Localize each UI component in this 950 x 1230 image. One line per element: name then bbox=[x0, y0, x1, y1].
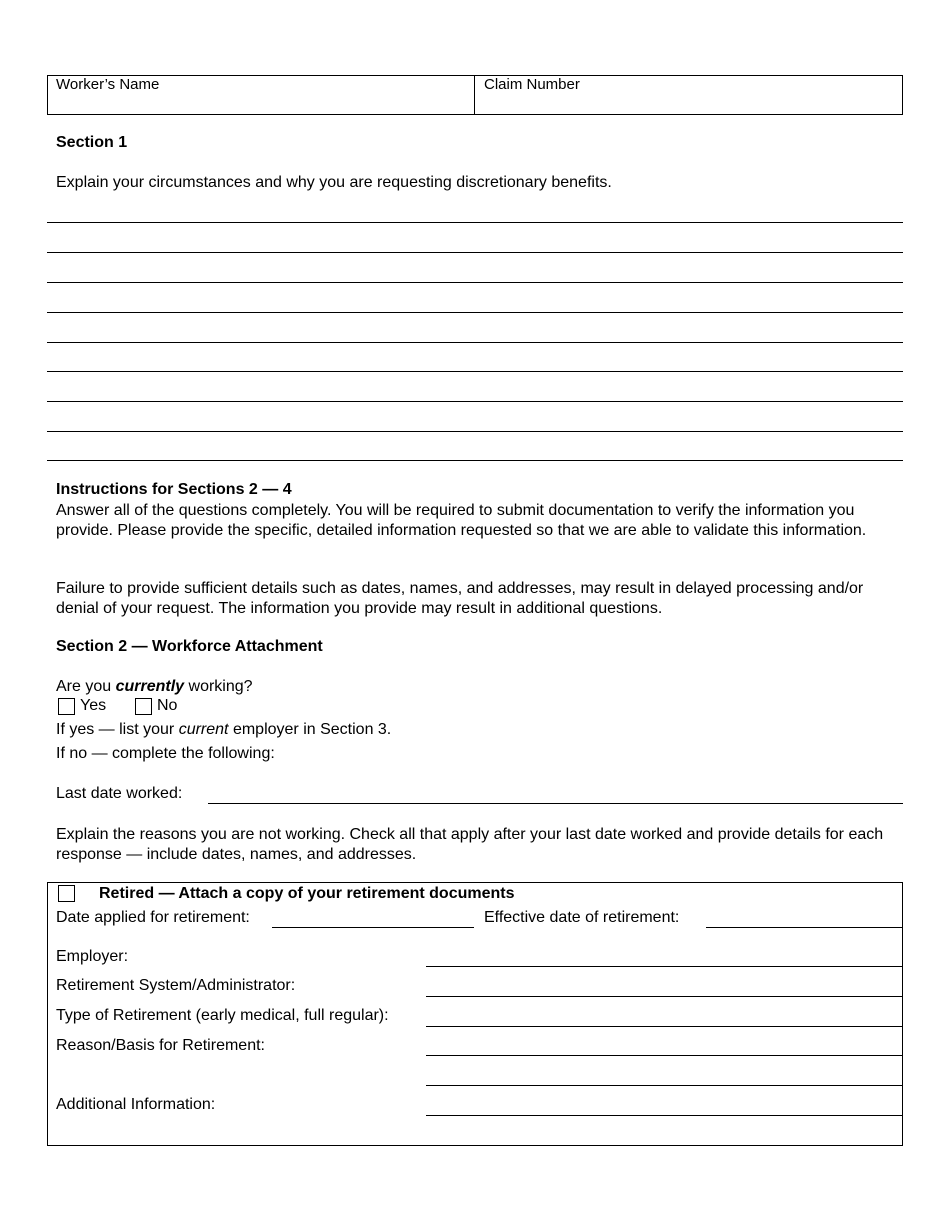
employer-label: Employer: bbox=[56, 948, 129, 965]
section2-title: Section 2 — Workforce Attachment bbox=[56, 638, 323, 655]
answer-line[interactable] bbox=[47, 252, 903, 253]
retirement-reason-field[interactable] bbox=[426, 1055, 903, 1056]
instructions-paragraph-1: Answer all of the questions completely. You will be required to submit documentation to verify the information you provide. Please provide the specific, detailed information requested so that we are able to validate this information. bbox=[56, 502, 867, 539]
if-yes-emphasis: current bbox=[178, 721, 229, 738]
not-working-explanation: Explain the reasons you are not working. Check all that apply after your last date worked and provide details for each response — include dates, names, and addresses. bbox=[56, 826, 884, 863]
retirement-system-label: Retirement System/Administrator: bbox=[56, 977, 296, 994]
no-label: No bbox=[157, 697, 178, 714]
yes-checkbox[interactable] bbox=[58, 698, 75, 715]
effective-date-label: Effective date of retirement: bbox=[484, 909, 680, 926]
date-applied-field[interactable] bbox=[272, 927, 474, 928]
question-text-post: working? bbox=[184, 678, 253, 695]
effective-date-field[interactable] bbox=[706, 927, 903, 928]
retirement-reason-label: Reason/Basis for Retirement: bbox=[56, 1037, 265, 1054]
if-yes-post: employer in Section 3. bbox=[228, 721, 392, 738]
yes-label: Yes bbox=[80, 697, 107, 714]
workers-name-field[interactable] bbox=[48, 95, 473, 114]
answer-line[interactable] bbox=[47, 222, 903, 223]
if-yes-instruction bbox=[56, 721, 391, 739]
additional-information-field[interactable] bbox=[426, 1115, 903, 1116]
if-no-instruction: If no — complete the following: bbox=[56, 745, 275, 762]
no-checkbox[interactable] bbox=[135, 698, 152, 715]
retired-title: Retired — Attach a copy of your retirement documents bbox=[99, 885, 515, 902]
additional-information-label: Additional Information: bbox=[56, 1096, 216, 1113]
answer-line[interactable] bbox=[47, 282, 903, 283]
claim-number-label: Claim Number bbox=[484, 76, 580, 93]
instructions-paragraph-2: Failure to provide sufficient details such as dates, names, and addresses, may result in delayed processing and/or denial of your request. The information you provide may result in additional questions. bbox=[56, 580, 864, 617]
answer-line[interactable] bbox=[47, 401, 903, 402]
retired-checkbox[interactable] bbox=[58, 885, 75, 902]
date-applied-label: Date applied for retirement: bbox=[56, 909, 250, 926]
answer-line[interactable] bbox=[47, 431, 903, 432]
currently-working-question bbox=[56, 678, 253, 696]
instructions-title: Instructions for Sections 2 — 4 bbox=[56, 481, 292, 498]
if-yes-pre: If yes — list your bbox=[56, 721, 179, 738]
header-divider bbox=[474, 75, 475, 115]
answer-line[interactable] bbox=[47, 460, 903, 461]
section1-title: Section 1 bbox=[56, 134, 128, 151]
last-date-worked-field[interactable] bbox=[208, 803, 903, 804]
retirement-system-field[interactable] bbox=[426, 996, 903, 997]
question-text-emphasis: currently bbox=[115, 678, 185, 695]
retirement-reason-field-continued[interactable] bbox=[426, 1085, 903, 1086]
claim-number-field[interactable] bbox=[476, 95, 902, 114]
last-date-worked-label: Last date worked: bbox=[56, 785, 183, 802]
employer-field[interactable] bbox=[426, 966, 903, 967]
section1-prompt: Explain your circumstances and why you are requesting discretionary benefits. bbox=[56, 174, 612, 191]
answer-line[interactable] bbox=[47, 342, 903, 343]
workers-name-label: Worker’s Name bbox=[56, 76, 160, 93]
retirement-type-label: Type of Retirement (early medical, full regular): bbox=[56, 1007, 389, 1024]
answer-line[interactable] bbox=[47, 371, 903, 372]
answer-line[interactable] bbox=[47, 312, 903, 313]
retirement-type-field[interactable] bbox=[426, 1026, 903, 1027]
question-text-pre: Are you bbox=[56, 678, 116, 695]
